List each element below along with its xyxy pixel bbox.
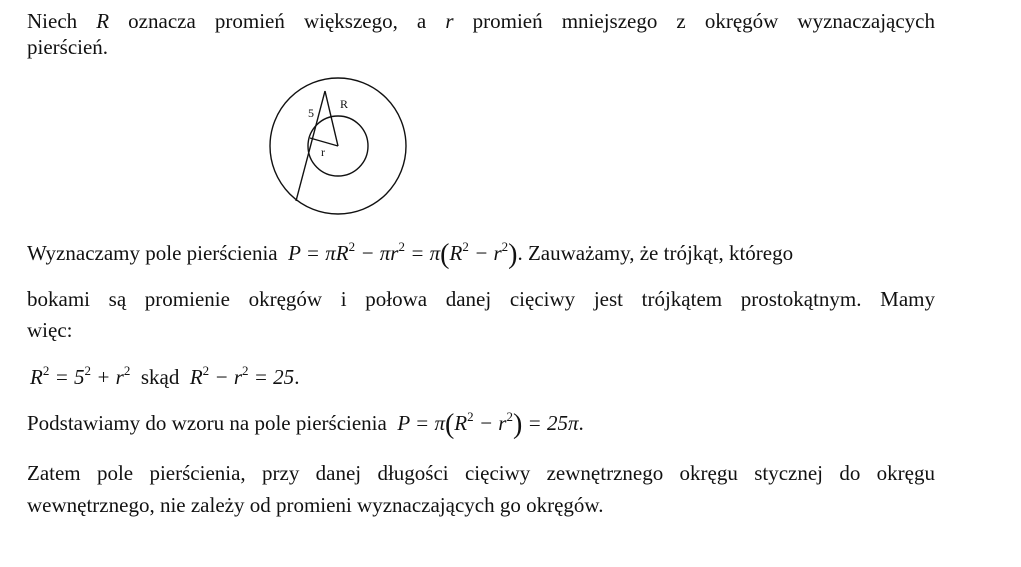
paragraph1-line-1: [27, 240, 793, 269]
equation-line: $R^2 = 5^2 + r^2$ skąd $R^2 - r^2 = 25$.: [30, 363, 300, 389]
paragraph2-text-before: Podstawiamy do wzoru na pole pierścienia: [27, 411, 387, 435]
area-formula: $P = \pi R^2 - \pi r^2 = \pi(R^2 - r^2)$: [288, 239, 518, 270]
paragraph2-line: Podstawiamy do wzoru na pole pierścienia $P = \pi(R^2 - r^2) = 25\pi$.: [27, 409, 584, 440]
pythagoras-formula: $R^2 = 5^2 + r^2$: [30, 363, 131, 389]
label-big-r: R: [340, 97, 349, 111]
result-formula: $P = \pi(R^2 - r^2) = 25\pi$: [397, 409, 579, 440]
paragraph1-text-after: . Zauważamy, że trójkąt, którego: [517, 241, 794, 265]
paragraph1-line-2: bokami są promienie okręgów i połowa danej cięciwy jest trójkątem prostokątnym. Mamy: [27, 287, 935, 311]
annulus-diagram: [262, 72, 418, 220]
label-small-r: r: [321, 145, 325, 159]
intro-line-1: Niech R oznacza promień większego, a r promień mniejszego z okręgów wyznaczających: [27, 9, 935, 33]
label-five: 5: [308, 106, 314, 120]
paragraph1-text-before: Wyznaczamy pole pierścienia: [27, 241, 278, 265]
paragraph1-line-3: więc:: [27, 318, 73, 342]
difference-formula: $R^2 - r^2 = 25$: [189, 363, 295, 389]
equation-connector: skąd: [140, 365, 180, 389]
conclusion-line-1: Zatem pole pierścienia, przy danej długości cięciwy zewnętrznego okręgu stycznej do okręgu: [27, 461, 935, 485]
conclusion-line-2: wewnętrznego, nie zależy od promieni wyznaczających go okręgów.: [27, 493, 604, 517]
intro-line-2: pierścień.: [27, 35, 109, 59]
